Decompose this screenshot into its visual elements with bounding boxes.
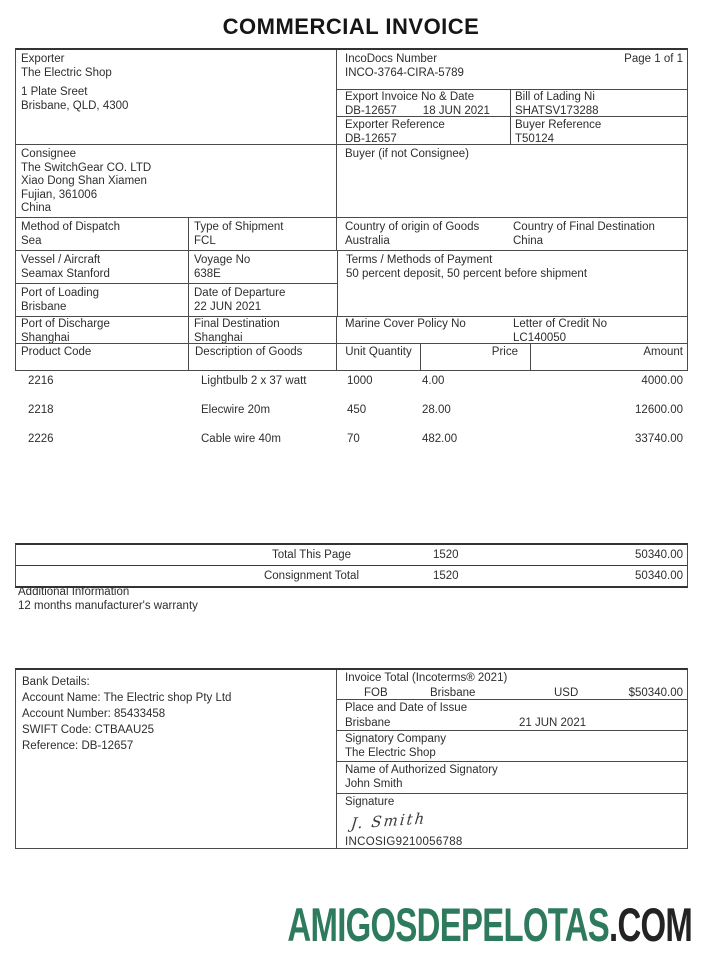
total-this-page-label: Total This Page [271,549,352,561]
signature-label: Signature [345,795,395,808]
buyer-reference-label: Buyer Reference [515,119,602,131]
consignee-cell [16,145,337,217]
header-section [15,48,688,344]
item-price: 482.00 [422,433,458,445]
voyage-cell [189,251,337,283]
bill-of-lading-label: Bill of Lading Ni [515,91,595,103]
port-of-discharge-cell [16,317,189,343]
bank-account-name: Account Name: The Electric shop Pty Ltd [22,692,232,704]
item-description: Elecwire 20m [201,404,271,416]
incodocs-cell [337,50,687,90]
page-title: COMMERCIAL INVOICE [222,14,480,39]
bank-details-label: Bank Details: [22,676,90,688]
discharge-row [16,317,687,343]
item-price: 4.00 [422,375,445,387]
method-of-dispatch-label: Method of Dispatch [21,221,121,233]
item-qty: 450 [347,404,367,416]
type-of-shipment-value: FCL [194,234,216,247]
date-of-departure-cell [189,284,337,316]
method-of-dispatch-cell [16,218,189,250]
exporter-cell [16,50,337,144]
table-row [15,371,688,400]
signatory-company-value: The Electric Shop [345,746,436,759]
invoice-total-label: Invoice Total (Incoterms® 2021) [345,672,508,684]
footer-brand-name: AMIGOSDEPELOTAS [287,898,609,951]
col-product-code: Product Code [16,343,189,370]
date-of-departure-value: 22 JUN 2021 [194,300,262,313]
exporter-reference-label: Exporter Reference [345,119,445,131]
export-invoice-no: DB-12657 [345,104,397,116]
signatory-company-label: Signatory Company [345,733,446,746]
final-destination-label: Final Destination [194,318,280,330]
item-code: 2226 [28,433,54,445]
method-of-dispatch-value: Sea [21,234,42,247]
item-code: 2216 [28,375,54,387]
reference-row [337,117,687,144]
port-of-loading-label: Port of Loading [21,287,100,299]
country-final-destination-cell [511,218,687,250]
invoice-total-amount: $50340.00 [628,686,683,699]
marine-cover-label: Marine Cover Policy No [345,318,466,330]
bank-swift-code: SWIFT Code: CTBAAU25 [22,724,155,736]
bank-details-cell [16,670,337,848]
bill-of-lading-value: SHATSV173288 [515,104,599,116]
additional-information-value: 12 months manufacturer's warranty [18,599,198,612]
country-origin-cell [337,218,511,250]
consignee-line1: The SwitchGear CO. LTD [21,161,152,174]
exporter-address-line2: Brisbane, QLD, 4300 [21,99,129,112]
export-invoice-date: 18 JUN 2021 [422,104,490,116]
invoice-total-cell [337,670,687,700]
signature-code: INCOSIG9210056788 [345,836,463,849]
consignee-line2: Xiao Dong Shan Xiamen [21,175,147,187]
exporter-reference-cell [337,117,511,144]
bottom-section [15,668,688,849]
item-description: Cable wire 40m [201,433,281,445]
item-price: 28.00 [422,404,451,416]
exporter-address-line1: 1 Plate Sreet [21,86,88,98]
buyer-reference-cell [511,117,687,144]
vessel-loading-rows [16,251,687,317]
signature-handwriting: J. Smith [350,809,428,833]
port-of-loading-value: Brisbane [21,300,67,313]
item-qty: 70 [347,433,360,445]
country-origin-label: Country of origin of Goods [345,221,480,233]
signature-cell [337,794,687,849]
col-amount: Amount [643,346,683,358]
voyage-label: Voyage No [194,254,251,266]
item-amount: 12600.00 [635,404,683,416]
signatory-company-cell [337,731,687,762]
totals-section [15,543,688,588]
item-code: 2218 [28,404,54,416]
export-invoice-label: Export Invoice No & Date [345,91,475,103]
place-date-label: Place and Date of Issue [345,702,468,715]
incoterm-place: Brisbane [430,686,476,699]
country-origin-value: Australia [345,234,390,247]
port-of-loading-cell [16,284,189,316]
consignee-line3: Fujian, 361006 [21,188,98,201]
authorized-signatory-label: Name of Authorized Signatory [345,764,498,777]
letter-of-credit-value: LC140050 [513,331,567,343]
exporter-row [16,50,687,144]
items-table-body [15,371,688,458]
reference-block [337,50,687,144]
item-amount: 33740.00 [635,433,683,445]
page-indicator: Page 1 of 1 [624,53,683,65]
voyage-value: 638E [194,267,221,280]
final-destination-cell [189,317,337,343]
authorized-signatory-cell [337,762,687,793]
table-row [15,429,688,458]
terms-label: Terms / Methods of Payment [346,254,493,266]
vessel-loading-left [16,251,338,316]
consignee-row [16,145,687,218]
additional-information-label: Additional Information [18,586,130,598]
currency-value: USD [554,686,579,699]
exporter-name: The Electric Shop [21,66,112,79]
col-description: Description of Goods [189,343,337,370]
place-date-cell [337,700,687,731]
additional-information-section [18,586,198,613]
type-of-shipment-cell [189,218,337,250]
consignment-total-qty: 1520 [433,570,459,582]
bank-reference: Reference: DB-12657 [22,740,134,752]
export-invoice-cell [337,90,511,116]
vessel-cell [16,251,189,283]
incoterm-value: FOB [364,686,388,699]
terms-cell [338,251,687,316]
type-of-shipment-label: Type of Shipment [194,221,284,233]
item-qty: 1000 [347,375,373,387]
consignment-total-row [16,566,687,586]
incodocs-label: IncoDocs Number [345,53,438,65]
col-unit-quantity: Unit Quantity [337,343,421,370]
buyer-reference-value: T50124 [515,132,555,144]
incodocs-value: INCO-3764-CIRA-5789 [345,66,464,79]
buyer-cell [337,145,687,217]
buyer-label: Buyer (if not Consignee) [345,148,470,160]
consignment-total-label: Consignment Total [263,570,360,582]
items-table-header [15,343,688,371]
bank-account-number: Account Number: 85433458 [22,708,166,720]
footer-logo [287,897,692,952]
col-price: Price [421,343,531,370]
country-final-destination-value: China [513,234,544,247]
letter-of-credit-cell [511,317,687,343]
footer-brand-suffix: .COM [608,898,692,951]
letter-of-credit-label: Letter of Credit No [513,318,607,330]
country-final-destination-label: Country of Final Destination [513,221,655,233]
port-of-discharge-label: Port of Discharge [21,318,110,330]
exporter-label: Exporter [21,53,65,65]
vessel-value: Seamax Stanford [21,267,110,280]
date-of-departure-label: Date of Departure [194,287,286,299]
table-row [15,400,688,429]
marine-cover-cell [337,317,511,343]
invoice-no-row [337,90,687,117]
issue-date-value: 21 JUN 2021 [519,716,587,729]
authorized-signatory-value: John Smith [345,777,403,790]
item-description: Lightbulb 2 x 37 watt [201,375,307,387]
port-of-discharge-value: Shanghai [21,331,70,343]
total-this-page-row [16,545,687,566]
total-this-page-qty: 1520 [433,549,459,561]
consignee-label: Consignee [21,148,76,160]
item-amount: 4000.00 [641,375,683,387]
total-this-page-amount: 50340.00 [635,549,683,561]
final-destination-value: Shanghai [194,331,243,343]
exporter-reference-value: DB-12657 [345,132,397,144]
summary-column [337,670,687,848]
dispatch-row [16,218,687,251]
consignment-total-amount: 50340.00 [635,570,683,582]
terms-value: 50 percent deposit, 50 percent before shipment [346,267,588,280]
consignee-line4: China [21,202,52,214]
bill-of-lading-cell [511,90,687,116]
vessel-label: Vessel / Aircraft [21,254,101,266]
issue-place-value: Brisbane [345,716,391,729]
